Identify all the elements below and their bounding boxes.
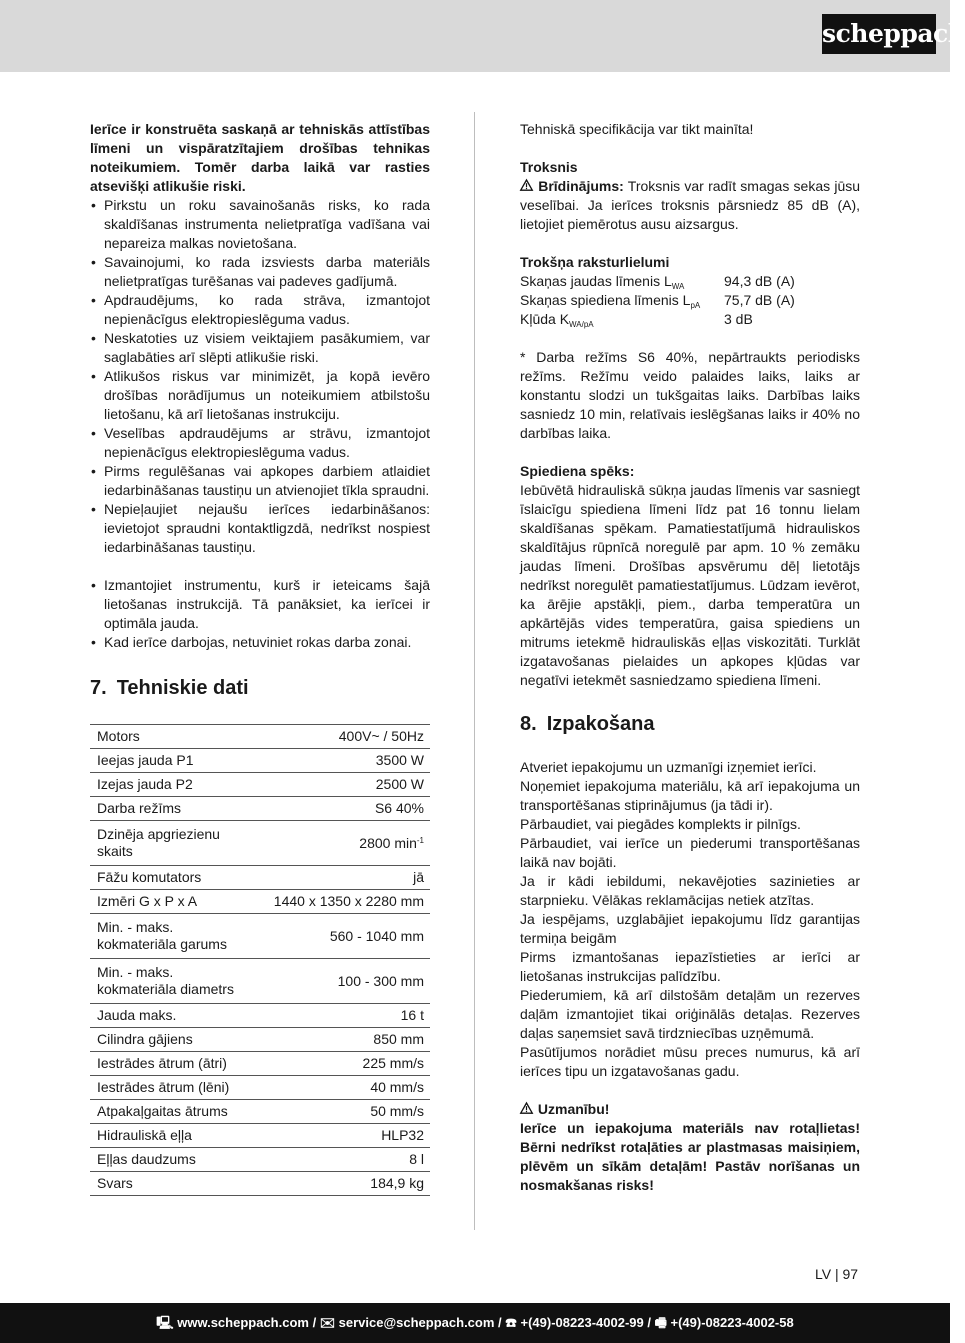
section-title: Izpakošana <box>546 713 655 735</box>
force-text: Iebūvētā hidrauliskā sūkņa jaudas līmenis var sasniegt īslaicīgu spiediena līmeni līdz pat 16 tonnu lielam skaldīšanas spēkam. Pamatiestatījumā hidrauliskos skaldītājus rūpnīcā noregulē par apm. 10 % zemāku jaudas līmeni. Drošības apsvērumu dēļ lietotājs nedrīkst noregulēt pamatiestatījumus. Lūdzam ievērot, ka ārējie apstākļi, piem., darba temperatūra un apkārtējās vides temperatūra, gaisa spiediens un mitrums ietekmē hidrauliskās eļļas viskozitāti. Turklāt izgatavošanas pielaides un apkopes kļūdas var negatīvi ietekmēt sasniedzamo spiediena līmeni. <box>520 482 860 688</box>
list-item: • Savainojumi, ko rada izsviests darba materiāls nelietpratīgas turēšanas vai padeves gadījumā. <box>90 253 430 291</box>
list-item: • Neskatoties uz visiem veiktajiem pasākumiem, var saglabāties arī slēpti atlikušie riski. <box>90 329 430 367</box>
spec-row <box>90 821 430 866</box>
unit-exponent: -1 <box>416 835 424 845</box>
section-title: Tehniskie dati <box>116 677 249 699</box>
noise-values-heading: Trokšņa raksturlielumi <box>520 254 670 270</box>
page-number: LV | 97 <box>815 1266 859 1282</box>
noise-row <box>520 272 795 291</box>
section-number: 7. <box>90 677 107 699</box>
warning-triangle-icon <box>520 1100 534 1119</box>
email-link[interactable]: service@scheppach.com <box>338 1315 495 1330</box>
caution-label: Uzmanību! <box>537 1101 610 1117</box>
right-column <box>520 120 860 1195</box>
spec-row <box>90 749 430 773</box>
unpacking-line: Noņemiet iepakojuma materiālu, kā arī iepakojuma un transportēšanas stiprinājumus (ja tādi ir). <box>520 778 860 813</box>
duty-cycle-note: * Darba režīms S6 40%, nepārtraukts periodisks režīms. Režīmu veido palaides laiks, laiks ar konstantu slodzi un tukšgaitas laiks. Darbības laiks sasniedz 10 min, relatīvais ieslēgšanas laiks ir 40% no darbības laika. <box>520 349 860 441</box>
warning-label: Brīdinājums: <box>538 178 624 194</box>
warning-triangle-icon <box>520 177 534 196</box>
spec-row <box>90 890 430 914</box>
spec-value: 560 - 1040 mm <box>253 914 430 959</box>
footer-bar: 🖳 www.scheppach.com / ✉ service@scheppach.com / ☎ +(49)-08223-4002-99 / 🖷 +(49)-08223-4002-58 <box>0 1303 950 1343</box>
noise-value: 75,7 dB (A) <box>724 292 795 308</box>
spec-value: 225 mm/s <box>253 1052 430 1076</box>
noise-label: Skaņas spiediena līmenis $L_{pA}$ <box>520 292 701 310</box>
caution-text: Ierīce un iepakojuma materiāls nav rotaļlietas! Bērni nedrīkst rotaļāties ar plastmasas maisiņiem, plēvēm un sīkām detaļām! Pastāv norīšanas un nosmakšanas risks! <box>520 1120 860 1193</box>
spec-label: Motors <box>90 725 253 749</box>
spec-value: S6 40% <box>253 797 430 821</box>
caution-heading <box>520 1100 860 1119</box>
usage-notes-list <box>90 576 430 652</box>
list-item: • Veselības apdraudējums ar strāvu, izmantojot nepienācīgus elektropieslēguma vadus. <box>90 424 430 462</box>
spec-label: Svars <box>90 1172 253 1196</box>
spec-value: HLP32 <box>253 1124 430 1148</box>
list-item: • Apdraudējums, ko rada strāva, izmantojot nepienācīgus elektropieslēguma vadus. <box>90 291 430 329</box>
spec-label: Darba režīms <box>90 797 253 821</box>
noise-label: Kļūda $K_{WA/pA}$ <box>520 311 594 329</box>
list-item: • Atlikušos riskus var minimizēt, ja kopā ievēro drošības norādījumus un noteikumiem atbilstošu lietošanu, kā arī lietošanas instrukciju. <box>90 367 430 424</box>
list-item: • Kad ierīce darbojas, netuviniet rokas darba zonai. <box>90 633 430 652</box>
column-divider <box>474 112 475 1230</box>
spec-value: 40 mm/s <box>253 1076 430 1100</box>
brand-logo: scheppach <box>822 14 936 54</box>
header-bar <box>0 0 965 72</box>
fax-number: +(49)-08223-4002-58 <box>670 1315 794 1330</box>
unpacking-line: Pasūtījumos norādiet mūsu preces numurus, kā arī ierīces tipu un izgatavošanas gadu. <box>520 1044 860 1079</box>
spec-row <box>90 1052 430 1076</box>
spec-label: Iestrādes ātrum (lēni) <box>90 1076 253 1100</box>
phone-number: +(49)-08223-4002-99 <box>520 1315 644 1330</box>
spec-row <box>90 866 430 890</box>
spec-row <box>90 914 430 959</box>
unpacking-text <box>520 758 860 1081</box>
spec-value: 2800 $\min^{-1}$ <box>253 821 430 866</box>
spec-label: Iestrādes ātrum (ātri) <box>90 1052 253 1076</box>
noise-value: 3 dB <box>724 311 753 327</box>
list-item: • Pirkstu un roku savainošanās risks, ko rada skaldīšanas instrumenta nelietpratīga vadīšana vai nepareiza malkas novietošana. <box>90 196 430 253</box>
unpacking-line: Atveriet iepakojumu un uzmanīgi izņemiet ierīci. <box>520 759 817 775</box>
spec-row <box>90 1124 430 1148</box>
spec-row <box>90 1148 430 1172</box>
section-8-heading <box>520 712 860 736</box>
fax-icon: 🖷 <box>654 1315 667 1330</box>
spec-row <box>90 1004 430 1028</box>
noise-heading: Troksnis <box>520 159 578 175</box>
unpacking-line: Ja ir kādi iebildumi, nekavējoties sazinieties ar starpnieku. Vēlākas reklamācijas netiek atzītas. <box>520 873 860 908</box>
noise-values-table <box>520 272 795 329</box>
list-item: • Izmantojiet instrumentu, kurš ir ieteicams šajā lietošanas instrukcijā. Tā panāksiet, ka ierīcei ir optimāla jauda. <box>90 576 430 633</box>
section-7-heading <box>90 676 430 700</box>
website-link[interactable]: www.scheppach.com <box>177 1315 309 1330</box>
spec-value: 8 l <box>253 1148 430 1172</box>
spec-change-note: Tehniskā specifikācija var tikt mainīta! <box>520 121 754 137</box>
left-column <box>90 120 430 1196</box>
technical-data-table <box>90 724 430 1196</box>
unpacking-line: Pārbaudiet, vai piegādes komplekts ir pilnīgs. <box>520 816 801 832</box>
intro-text: Ierīce ir konstruēta saskaņā ar tehniskās attīstības līmeni un vispāratzītajiem drošības tehnikas noteikumiem. Tomēr darba laikā var rasties atsevišķi atlikušie riski. <box>90 121 430 194</box>
computer-icon: 🖳 <box>156 1315 174 1330</box>
spec-label: Izejas jauda P2 <box>90 773 253 797</box>
noise-row <box>520 310 795 329</box>
unpacking-line: Ja iespējams, uzglabājiet iepakojumu līdz garantijas termiņa beigām <box>520 911 860 946</box>
spec-row <box>90 1100 430 1124</box>
spec-label: Hidrauliskā eļļa <box>90 1124 253 1148</box>
spec-row <box>90 1172 430 1196</box>
spec-row <box>90 1028 430 1052</box>
email-icon: ✉ <box>319 1315 336 1330</box>
noise-value: 94,3 dB (A) <box>724 273 795 289</box>
spec-row <box>90 773 430 797</box>
spec-value: 1440 x 1350 x 2280 mm <box>253 890 430 914</box>
spec-label: Izmēri G x P x A <box>90 890 253 914</box>
list-item: • Pirms regulēšanas vai apkopes darbiem atlaidiet iedarbināšanas taustiņu un atvienojiet tīkla spraudni. <box>90 462 430 500</box>
section-number: 8. <box>520 713 537 735</box>
warning-text: Troksnis var radīt smagas sekas jūsu veselībai. Ja ierīces troksnis pārsniedz 85 dB (A), lietojiet piemērotus ausu aizsargus. <box>520 178 861 232</box>
force-heading: Spiediena spēks: <box>520 463 635 479</box>
spec-row <box>90 725 430 749</box>
spec-value: jā <box>253 866 430 890</box>
spec-label: Cilindra gājiens <box>90 1028 253 1052</box>
unpacking-line: Pārbaudiet, vai ierīce un piederumi transportēšanas laikā nav bojāti. <box>520 835 860 870</box>
noise-label: Skaņas jaudas līmenis $L_{WA}$ <box>520 273 685 291</box>
spec-value: 16 t <box>253 1004 430 1028</box>
spec-label: Ieejas jauda P1 <box>90 749 253 773</box>
residual-risks-list <box>90 196 430 557</box>
spec-label: Jauda maks. <box>90 1004 253 1028</box>
spec-row <box>90 797 430 821</box>
spec-value: 2500 W <box>253 773 430 797</box>
spec-value: 400V~ / 50Hz <box>253 725 430 749</box>
noise-row <box>520 291 795 310</box>
spec-value: 3500 W <box>253 749 430 773</box>
spec-label: Min. - maks. kokmateriāla diametrs <box>90 959 253 1004</box>
spec-value: 100 - 300 mm <box>253 959 430 1004</box>
noise-warning <box>520 177 860 234</box>
unpacking-line: Pirms izmantošanas iepazīstieties ar ierīci ar lietošanas instrukcijas palīdzību. <box>520 949 860 984</box>
phone-icon: ☎ <box>505 1315 517 1330</box>
spec-value: 50 mm/s <box>253 1100 430 1124</box>
spec-label: Eļļas daudzums <box>90 1148 253 1172</box>
spec-label: Fāžu komutators <box>90 866 253 890</box>
spec-label: Atpakaļgaitas ātrums <box>90 1100 253 1124</box>
list-item: • Nepieļaujiet nejaušu ierīces iedarbināšanos: ievietojot spraudni kontaktligzdā, nedrīkst nospiest iedarbināšanas taustiņu. <box>90 500 430 557</box>
unpacking-line: Piederumiem, kā arī dilstošām detaļām un rezerves daļām izmantojiet tikai oriģinālās detaļas. Rezerves daļas saņemsiet savā tirdzniecības uzņēmumā. <box>520 987 860 1041</box>
spec-value: 184,9 kg <box>253 1172 430 1196</box>
spec-row <box>90 959 430 1004</box>
spec-row <box>90 1076 430 1100</box>
spec-label: Min. - maks. kokmateriāla garums <box>90 914 253 959</box>
spec-label: Dzinēja apgriezienu skaits <box>90 821 253 866</box>
spec-value: 850 mm <box>253 1028 430 1052</box>
